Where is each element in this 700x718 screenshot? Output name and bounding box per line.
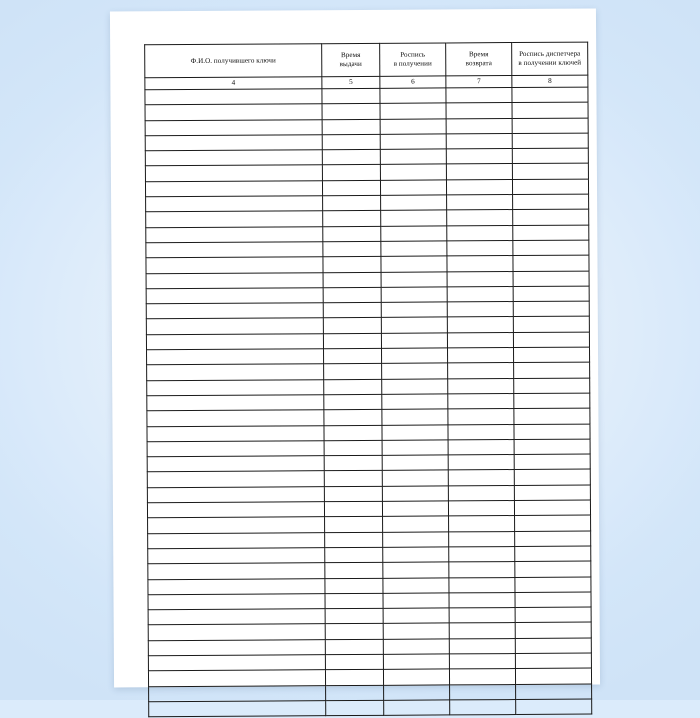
table-cell[interactable] [448, 470, 514, 486]
table-cell[interactable] [323, 333, 381, 349]
table-cell[interactable] [515, 515, 591, 531]
table-cell[interactable] [446, 133, 512, 149]
table-cell[interactable] [513, 317, 589, 333]
table-cell[interactable] [515, 607, 591, 623]
table-cell[interactable] [325, 654, 383, 670]
table-cell[interactable] [148, 655, 325, 671]
table-cell[interactable] [448, 393, 514, 409]
table-cell[interactable] [145, 180, 322, 196]
table-cell[interactable] [446, 88, 512, 104]
table-cell[interactable] [515, 638, 591, 654]
table-cell[interactable] [449, 669, 515, 685]
table-cell[interactable] [446, 149, 512, 165]
table-cell[interactable] [147, 486, 324, 502]
table-cell[interactable] [512, 102, 588, 118]
table-cell[interactable] [513, 301, 589, 317]
table-cell[interactable] [148, 517, 325, 533]
table-cell[interactable] [383, 639, 449, 655]
table-cell[interactable] [448, 424, 514, 440]
table-cell[interactable] [322, 180, 380, 196]
table-cell[interactable] [381, 210, 447, 226]
table-cell[interactable] [447, 286, 513, 302]
table-cell[interactable] [146, 288, 323, 304]
table-cell[interactable] [513, 225, 589, 241]
table-cell[interactable] [382, 363, 448, 379]
table-cell[interactable] [514, 500, 590, 516]
table-cell[interactable] [512, 148, 588, 164]
table-cell[interactable] [146, 196, 323, 212]
table-cell[interactable] [382, 486, 448, 502]
table-cell[interactable] [325, 578, 383, 594]
table-cell[interactable] [324, 486, 382, 502]
table-cell[interactable] [383, 532, 449, 548]
table-cell[interactable] [382, 394, 448, 410]
table-cell[interactable] [380, 149, 446, 165]
table-cell[interactable] [323, 241, 381, 257]
table-cell[interactable] [512, 164, 588, 180]
table-cell[interactable] [515, 668, 591, 684]
table-cell[interactable] [382, 424, 448, 440]
table-cell[interactable] [148, 593, 325, 609]
table-cell[interactable] [382, 501, 448, 517]
table-cell[interactable] [325, 593, 383, 609]
table-cell[interactable] [325, 532, 383, 548]
table-cell[interactable] [382, 348, 448, 364]
table-cell[interactable] [324, 394, 382, 410]
table-cell[interactable] [515, 531, 591, 547]
column-header-3 [380, 43, 446, 76]
table-cell[interactable] [447, 332, 513, 348]
table-cell[interactable] [325, 517, 383, 533]
table-cell[interactable] [380, 180, 446, 196]
table-cell[interactable] [446, 118, 512, 134]
table-cell[interactable] [324, 425, 382, 441]
table-cell[interactable] [147, 502, 324, 518]
table-cell[interactable] [322, 150, 380, 166]
column-header-line: выдачи [339, 59, 362, 69]
table-cell[interactable] [381, 256, 447, 272]
table-cell[interactable] [447, 195, 513, 211]
table-cell[interactable] [516, 684, 592, 700]
table-cell[interactable] [146, 272, 323, 288]
table-cell[interactable] [512, 133, 588, 149]
table-cell[interactable] [380, 134, 446, 150]
table-cell[interactable] [449, 592, 515, 608]
table-cell[interactable] [514, 408, 590, 424]
table-cell[interactable] [514, 424, 590, 440]
table-cell[interactable] [514, 469, 590, 485]
table-cell[interactable] [449, 562, 515, 578]
table-cell[interactable] [384, 700, 450, 716]
key-log-table [144, 42, 592, 718]
table-cell[interactable] [148, 563, 325, 579]
table-cell[interactable] [381, 226, 447, 242]
table-cell[interactable] [384, 685, 450, 701]
table-cell[interactable] [145, 119, 322, 135]
table-cell[interactable] [382, 455, 448, 471]
table-cell[interactable] [325, 624, 383, 640]
table-cell[interactable] [448, 363, 514, 379]
table-cell[interactable] [512, 87, 588, 103]
table-cell[interactable] [516, 699, 592, 715]
table-cell[interactable] [324, 501, 382, 517]
table-cell[interactable] [148, 548, 325, 564]
table-cell[interactable] [447, 241, 513, 257]
table-cell[interactable] [149, 685, 326, 701]
column-header-line: возврата [465, 59, 492, 68]
table-cell[interactable] [146, 318, 323, 334]
column-header-line: в получении ключей [518, 58, 582, 67]
table-cell[interactable] [449, 654, 515, 670]
table-cell[interactable] [449, 608, 515, 624]
table-cell[interactable] [145, 150, 322, 166]
table-cell[interactable] [447, 302, 513, 318]
table-cell[interactable] [380, 103, 446, 119]
table-cell[interactable] [448, 455, 514, 471]
table-cell[interactable] [324, 379, 382, 395]
table-cell[interactable] [513, 240, 589, 256]
table-cell[interactable] [324, 471, 382, 487]
table-cell[interactable] [447, 210, 513, 226]
table-cell[interactable] [325, 670, 383, 686]
table-cell[interactable] [449, 638, 515, 654]
table-cell[interactable] [324, 364, 382, 380]
table-cell[interactable] [514, 362, 590, 378]
table-cell[interactable] [381, 317, 447, 333]
table-cell[interactable] [381, 333, 447, 349]
table-cell[interactable] [383, 669, 449, 685]
table-cell[interactable] [147, 410, 324, 426]
table-cell[interactable] [147, 379, 324, 395]
column-header-2 [322, 43, 380, 76]
table-cell[interactable] [382, 379, 448, 395]
table-cell[interactable] [383, 654, 449, 670]
table-cell[interactable] [447, 256, 513, 272]
table-cell[interactable] [382, 409, 448, 425]
table-cell[interactable] [513, 271, 589, 287]
table-cell[interactable] [145, 89, 322, 105]
column-number-4: 7 [446, 76, 512, 88]
table-cell[interactable] [380, 164, 446, 180]
table-cell[interactable] [514, 454, 590, 470]
table-cell[interactable] [380, 88, 446, 104]
column-header-5 [512, 42, 588, 75]
table-cell[interactable] [147, 441, 324, 457]
table-cell[interactable] [448, 409, 514, 425]
table-cell[interactable] [512, 118, 588, 134]
table-cell[interactable] [325, 608, 383, 624]
table-cell[interactable] [512, 179, 588, 195]
table-cell[interactable] [146, 226, 323, 242]
table-cell[interactable] [326, 685, 384, 701]
table-cell[interactable] [513, 255, 589, 271]
table-cell[interactable] [326, 700, 384, 716]
column-header-1 [145, 44, 322, 78]
table-row[interactable] [149, 699, 592, 717]
table-cell[interactable] [323, 287, 381, 303]
table-cell[interactable] [448, 501, 514, 517]
table-cell[interactable] [446, 179, 512, 195]
table-cell[interactable] [383, 577, 449, 593]
table-cell[interactable] [446, 164, 512, 180]
table-cell[interactable] [449, 516, 515, 532]
table-cell[interactable] [446, 103, 512, 119]
table-cell[interactable] [323, 257, 381, 273]
table-cell[interactable] [323, 272, 381, 288]
table-cell[interactable] [515, 577, 591, 593]
table-cell[interactable] [513, 286, 589, 302]
table-cell[interactable] [448, 485, 514, 501]
table-cell[interactable] [146, 257, 323, 273]
table-cell[interactable] [515, 622, 591, 638]
table-cell[interactable] [513, 209, 589, 225]
table-cell[interactable] [324, 348, 382, 364]
column-header-line: Роспись диспетчера [519, 49, 581, 59]
table-cell[interactable] [148, 670, 325, 686]
table-cell[interactable] [322, 134, 380, 150]
table-cell[interactable] [147, 456, 324, 472]
table-cell[interactable] [447, 271, 513, 287]
table-cell[interactable] [449, 623, 515, 639]
table-cell[interactable] [450, 684, 516, 700]
table-cell[interactable] [383, 516, 449, 532]
paper-sheet [110, 9, 600, 688]
table-cell[interactable] [449, 546, 515, 562]
column-header-line: Время [340, 51, 361, 60]
column-header-line: Ф.И.О. получившего ключи [190, 56, 276, 65]
column-number-5: 8 [512, 75, 588, 87]
table-cell[interactable] [322, 88, 380, 104]
table-cell[interactable] [515, 592, 591, 608]
table-cell[interactable] [383, 593, 449, 609]
table-cell[interactable] [145, 104, 322, 120]
table-cell[interactable] [383, 547, 449, 563]
table-cell[interactable] [514, 439, 590, 455]
table-cell[interactable] [383, 608, 449, 624]
column-header-line: в получении [393, 59, 432, 68]
form-table-container [144, 42, 582, 718]
table-cell[interactable] [148, 578, 325, 594]
table-cell[interactable] [323, 318, 381, 334]
table-cell[interactable] [148, 624, 325, 640]
table-cell[interactable] [322, 104, 380, 120]
table-cell[interactable] [513, 194, 589, 210]
table-cell[interactable] [147, 349, 324, 365]
table-cell[interactable] [514, 393, 590, 409]
table-cell[interactable] [148, 639, 325, 655]
column-header-4 [446, 43, 512, 76]
column-number-3: 6 [380, 76, 446, 88]
table-cell[interactable] [323, 302, 381, 318]
table-cell[interactable] [325, 639, 383, 655]
table-cell[interactable] [382, 440, 448, 456]
table-cell[interactable] [146, 211, 323, 227]
table-cell[interactable] [449, 531, 515, 547]
table-cell[interactable] [514, 347, 590, 363]
table-cell[interactable] [380, 119, 446, 135]
column-number-1: 4 [145, 77, 322, 90]
table-cell[interactable] [324, 440, 382, 456]
table-cell[interactable] [325, 563, 383, 579]
table-cell[interactable] [148, 609, 325, 625]
table-cell[interactable] [515, 653, 591, 669]
table-cell[interactable] [381, 241, 447, 257]
table-cell[interactable] [514, 378, 590, 394]
table-cell[interactable] [324, 410, 382, 426]
table-cell[interactable] [382, 470, 448, 486]
table-cell[interactable] [146, 303, 323, 319]
table-cell[interactable] [381, 287, 447, 303]
table-cell[interactable] [383, 562, 449, 578]
table-cell[interactable] [381, 302, 447, 318]
column-header-line: Роспись [400, 50, 426, 60]
table-cell[interactable] [322, 165, 380, 181]
table-cell[interactable] [450, 699, 516, 715]
table-cell[interactable] [515, 561, 591, 577]
table-cell[interactable] [515, 546, 591, 562]
table-cell[interactable] [147, 395, 324, 411]
table-cell[interactable] [381, 271, 447, 287]
table-cell[interactable] [513, 332, 589, 348]
table-cell[interactable] [448, 348, 514, 364]
table-cell[interactable] [148, 532, 325, 548]
table-cell[interactable] [324, 455, 382, 471]
table-cell[interactable] [381, 195, 447, 211]
column-header-line: Время [468, 50, 489, 59]
table-cell[interactable] [147, 425, 324, 441]
table-cell[interactable] [323, 195, 381, 211]
table-cell[interactable] [147, 471, 324, 487]
table-cell[interactable] [146, 333, 323, 349]
table-cell[interactable] [449, 577, 515, 593]
table-cell[interactable] [147, 364, 324, 380]
table-cell[interactable] [146, 242, 323, 258]
table-cell[interactable] [145, 165, 322, 181]
table-cell[interactable] [325, 547, 383, 563]
table-cell[interactable] [514, 485, 590, 501]
table-cell[interactable] [447, 225, 513, 241]
table-cell[interactable] [447, 317, 513, 333]
table-cell[interactable] [323, 211, 381, 227]
table-header-row [145, 42, 588, 78]
column-number-2: 5 [322, 76, 380, 88]
table-cell[interactable] [448, 378, 514, 394]
table-cell[interactable] [448, 439, 514, 455]
table-cell[interactable] [323, 226, 381, 242]
table-cell[interactable] [383, 623, 449, 639]
table-cell[interactable] [145, 135, 322, 151]
table-cell[interactable] [322, 119, 380, 135]
table-cell[interactable] [149, 701, 326, 717]
